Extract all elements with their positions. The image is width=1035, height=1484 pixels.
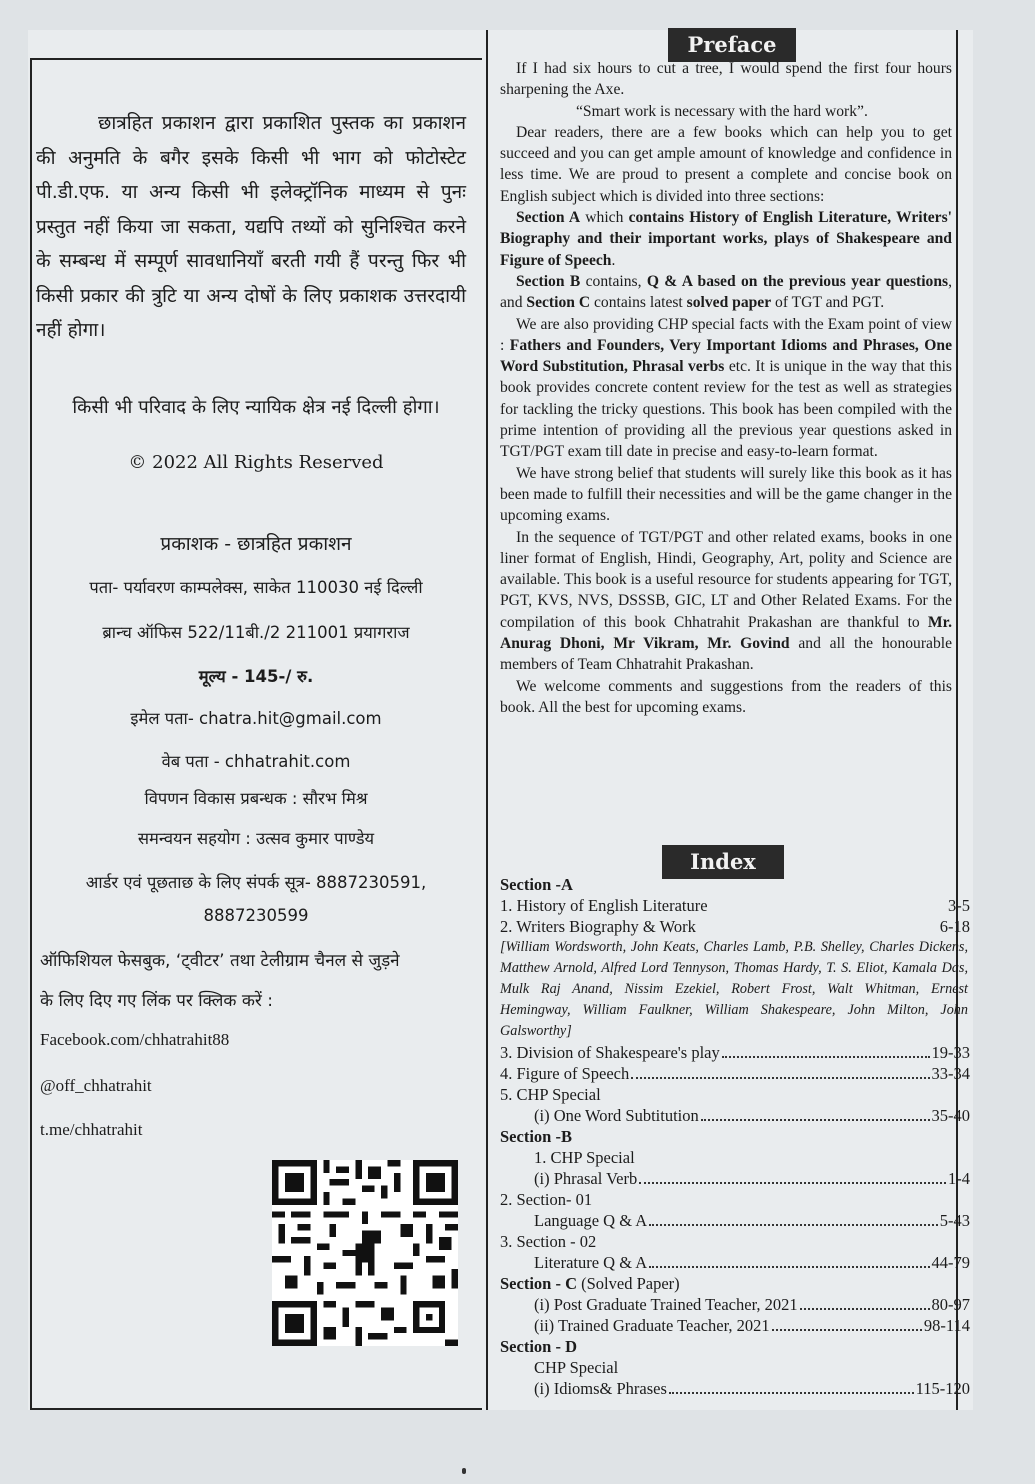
index-entry: (i) Post Graduate Trained Teacher, 2021 80-97 [534,1295,970,1314]
index-entry: (i) Phrasal Verb 1-4 [534,1169,970,1188]
copyright-line: © 2022 All Rights Reserved [128,452,384,473]
index-entry: (i) Idioms& Phrases 115-120 [534,1379,970,1398]
preface-heading: Preface [668,28,796,62]
email-address: इमेल पता- chatra.hit@gmail.com [130,709,382,728]
index-entry: Literature Q & A 44-79 [534,1253,970,1272]
index-section-a: Section -A [500,875,573,894]
copyright-notice: छात्रहित प्रकाशन द्वारा प्रकाशित पुस्तक का प्रकाशन की अनुमति के बगैर इसके किसी भी भाग को फोटोस्टेट पी.डी.एफ. या अन्य किसी भी इलेक्ट्रॉनिक माध्यम से पुनः प्रस्तुत नहीं किया जा सकता, यद्यपि तथ्यों को सुनिश्चित करने के सम्बन्ध में सम्पूर्ण सावधानियाँ बरती गयी हैं परन्तु फिर भी किसी प्रकार की त्रुटि या अन्य दोषों के लिए प्रकाशक उत्तरदायी नहीं होगा। [36,112,466,341]
index-entry: 5. CHP Special [500,1085,601,1104]
social-intro-line1: ऑफिशियल फेसबुक, ‘ट्वीटर’ तथा टेलीग्राम चैनल से जुड़ने [40,951,400,971]
index-entry: 4. Figure of Speech 33-34 [500,1064,970,1083]
index-entry: 1. CHP Special [534,1148,635,1167]
index-entry: Language Q & A 5-43 [534,1211,970,1230]
index-list [500,874,970,1399]
index-section-c: Section - C (Solved Paper) [500,1274,680,1293]
index-section-b: Section -B [500,1127,572,1146]
preface-para-2: Dear readers, there are a few books which can help you to get succeed and you can get ample amount of knowledge and confidence in less time. We are proud to present a complete and concise book on English subject which is divided into three sections: [500,123,952,205]
index-entry: (i) One Word Subtitution 35-40 [534,1106,970,1125]
index-entry: 1. History of English Literature 3-5 [500,896,970,915]
jurisdiction-note: किसी भी परिवाद के लिए न्यायिक क्षेत्र नई दिल्ली होगा। [72,397,440,418]
index-section-d: Section - D [500,1337,577,1356]
preface-para-5: We are also providing CHP special facts with the Exam point of view : Fathers and Founders, Very Important Idioms and Phrases, One Word Substitution, Phrasal verbs etc. It is unique in the way that this book provides concrete content review for the test as well as strategies for tackling the tricky questions. This book has been compiled with the prime intention of providing all the previous year questions asked in TGT/PGT exam till date in precise and easy-to-learn format. [500,315,953,461]
preface-body [500,58,952,718]
publisher-name: प्रकाशक - छात्रहित प्रकाशन [160,533,352,555]
price: मूल्य - 145-/ रु. [198,667,314,686]
index-entry: (ii) Trained Graduate Teacher, 2021 98-114 [534,1316,970,1335]
telegram-link[interactable]: t.me/chhatrahit [40,1120,143,1139]
twitter-link[interactable]: @off_chhatrahit [40,1076,152,1095]
qr-code[interactable] [272,1160,458,1346]
web-address: वेब पता - chhatrahit.com [161,752,351,771]
contact-numbers: आर्डर एवं पूछताछ के लिए संपर्क सूत्र- 8887230591, [85,873,427,892]
index-authors-list: [William Wordsworth, John Keats, Charles Lamb, P.B. Shelley, Charles Dickens, Matthew Arnold, Alfred Lord Tennyson, Thomas Hardy, T. S. Eliot, Kamala Das, Mulk Raj Anand, Nissim Ezekiel, Robert Frost, Walt Whitman, Ernest Hemingway, William Faulkner, William Shakespeare, John Milton, John Galsworthy] [500,939,968,1039]
column-divider [486,30,488,1410]
index-entry: 2. Writers Biography & Work 6-18 [500,917,970,936]
page-mark [462,1468,466,1474]
branch-office: ब्रान्च ऑफिस 522/11बी./2 211001 प्रयागराज [102,623,410,642]
preface-para-7: In the sequence of TGT/PGT and other related exams, books in one liner format of English, Hindi, Geography, Art, polity and Science are available. This book is a useful resource for students appearing for TGT, PGT, KVS, NVS, DSSSB, GIC, LT and Other Related Exams. For the compilation of this book Chhatrahit Prakashan are thankful to Mr. Anurag Dhoni, Mr Vikram, Mr. Govind and all the honourable members of Team Chhatrahit Prakashan. [500,528,952,674]
preface-para-4: Section B contains, Q & A based on the previous year questions, and Section C contains latest solved paper of TGT and PGT. [500,272,953,312]
index-entry: 3. Section - 02 [500,1232,597,1251]
coordination-support: समन्वयन सहयोग : उत्सव कुमार पाण्डेय [137,829,375,848]
preface-para-8: We welcome comments and suggestions from the readers of this book. All the best for upcoming exams. [500,677,952,716]
index-entry: CHP Special [534,1358,619,1377]
contact-number-2: 8887230599 [203,906,309,925]
preface-para-6: We have strong belief that students will surely like this book as it has been made to fulfill their necessities and will be the game changer in the upcoming exams. [500,464,952,525]
social-intro-line2: के लिए दिए गए लिंक पर क्लिक करें : [40,991,273,1011]
marketing-manager: विपणन विकास प्रबन्धक : सौरभ मिश्र [144,789,368,808]
preface-quote: “Smart work is necessary with the hard work”. [576,102,868,120]
index-entry: 3. Division of Shakespeare's play 19-33 [500,1043,970,1062]
index-entry: 2. Section- 01 [500,1190,593,1209]
index-heading: Index [662,845,784,879]
preface-para-3: Section A which contains History of English Literature, Writers' Biography and their important works, plays of Shakespeare and Figure of Speech. [500,209,953,269]
facebook-link[interactable]: Facebook.com/chhatrahit88 [40,1030,230,1049]
preface-para-1: If I had six hours to cut a tree, I would spend the first four hours sharpening the Axe. [500,60,952,99]
publisher-address: पता- पर्यावरण काम्पलेक्स, साकेत 110030 नई दिल्ली [89,578,423,597]
